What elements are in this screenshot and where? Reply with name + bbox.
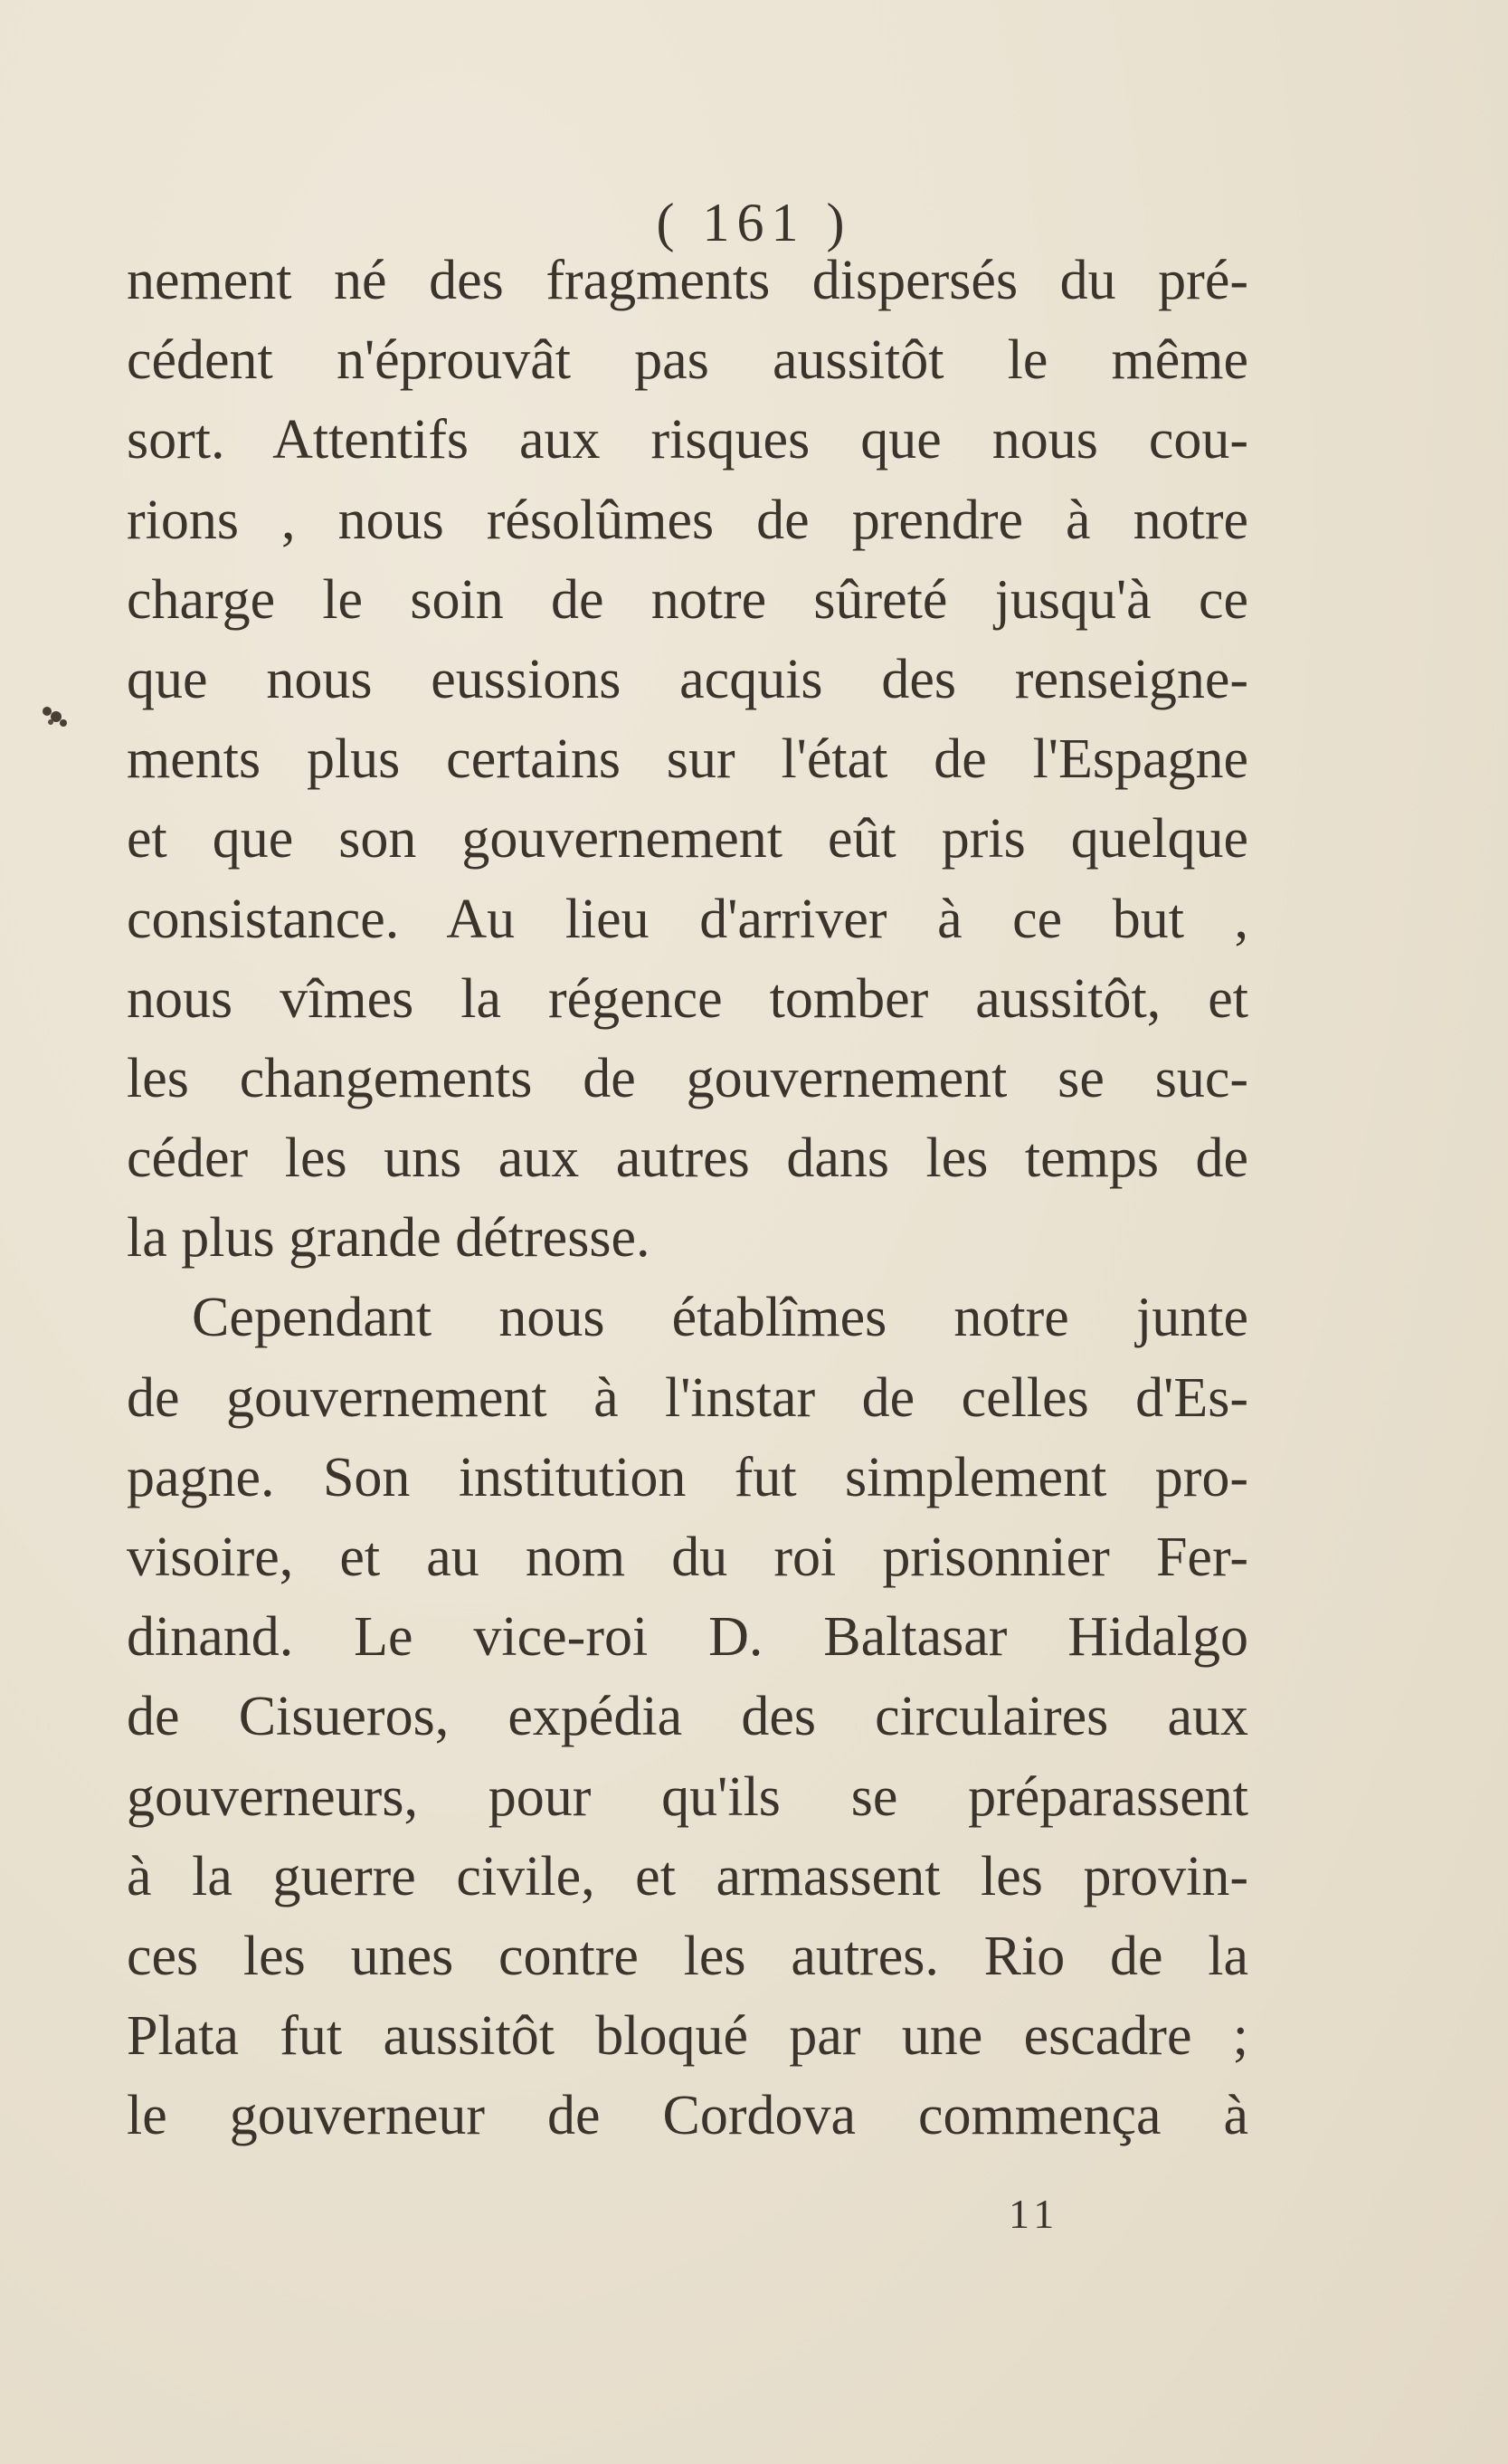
- text-line: ces les unes contre les autres. Rio de la: [127, 1925, 1248, 1987]
- paragraph-end-line: la plus grande détresse.: [127, 1207, 650, 1270]
- text-line: rions , nous résolûmes de prendre à notre: [127, 489, 1248, 551]
- text-line: dinand. Le vice-roi D. Baltasar Hidalgo: [127, 1606, 1248, 1669]
- ink-speck-mark: [36, 699, 78, 735]
- text-line: gouverneurs, pour qu'ils se préparassent: [127, 1765, 1248, 1828]
- text-line: visoire, et au nom du roi prisonnier Fer-: [127, 1527, 1248, 1588]
- page-header: ( 161 ): [656, 193, 852, 252]
- text-line: cédent n'éprouvât pas aussitôt le même: [127, 329, 1248, 392]
- text-line: les changements de gouvernement se suc-: [127, 1047, 1248, 1109]
- text-line: céder les uns aux autres dans les temps de: [127, 1127, 1248, 1190]
- text-line: et que son gouvernement eût pris quelque: [127, 808, 1248, 870]
- page-body: [127, 241, 1248, 2156]
- text-line: nement né des fragments dispersés du pré-: [127, 250, 1248, 311]
- text-line: sort. Attentifs aux risques que nous cou-: [127, 409, 1248, 471]
- text-line: charge le soin de notre sûreté jusqu'à ce: [127, 568, 1248, 631]
- text-line: de Cisueros, expédia des circulaires aux: [127, 1686, 1248, 1748]
- text-line: pagne. Son institution fut simplement pro-: [127, 1446, 1248, 1508]
- text-line: consistance. Au lieu d'arriver à ce but ,: [127, 888, 1248, 950]
- text-line: nous vîmes la régence tomber aussitôt, et: [127, 967, 1248, 1030]
- text-line: ments plus certains sur l'état de l'Espagne: [127, 728, 1248, 791]
- text-line: de gouvernement à l'instar de celles d'Es-: [127, 1366, 1248, 1429]
- text-line: à la guerre civile, et armassent les provin-: [127, 1845, 1248, 1907]
- signature-mark: 11: [1009, 2191, 1060, 2237]
- text-line: le gouverneur de Cordova commença à: [127, 2085, 1248, 2147]
- text-line: Plata fut aussitôt bloqué par une escadre ;: [127, 2005, 1248, 2068]
- text-line: que nous eussions acquis des renseigne-: [127, 648, 1248, 710]
- paragraph-first-line: Cependant nous établîmes notre junte: [192, 1287, 1248, 1349]
